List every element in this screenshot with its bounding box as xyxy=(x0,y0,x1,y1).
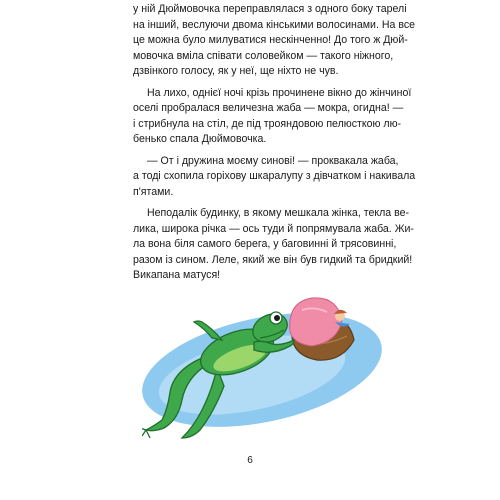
text-line: На лихо, однієї ночі крізь прочинене вікно до жінчиної xyxy=(147,86,412,99)
text-line: а тоді схопила горіхову шкаралупу з дівчатком і накивала xyxy=(133,170,416,182)
text-line: — От і дружина моєму синові! — проквакала жаба, xyxy=(147,154,399,167)
text-line: мовочка вміла співати соловейком — такого ніжного, xyxy=(133,49,394,62)
text-line: Неподалік будинку, в якому мешкала жінка, текла ве- xyxy=(147,207,410,219)
paragraph-2 xyxy=(133,86,412,148)
story-text xyxy=(133,2,416,284)
text-line: Викапана матуся! xyxy=(133,269,221,281)
text-line: разом із сином. Леле, який же він був гидкий та бридкий! xyxy=(133,253,413,266)
paragraph-1 xyxy=(133,2,416,80)
text-line: ла вона біля самого берега, у баговинні й трясовинні, xyxy=(133,238,397,250)
text-line: оселі пробралася величезна жаба — мокра, огидна! — xyxy=(133,102,404,114)
text-line: на інший, веслуючи двома кінськими волосинами. На все xyxy=(133,18,416,31)
text-line: це можна було милуватися нескінченно! До того ж Дюй- xyxy=(133,34,408,46)
text-line: дзвінкого голосу, як у неї, ще ніхто не чув. xyxy=(133,65,339,77)
paragraph-4 xyxy=(133,206,414,284)
text-line: бенько спала Дюймовочка. xyxy=(133,133,267,145)
frog-illustration xyxy=(142,280,382,450)
paragraph-3 xyxy=(133,154,416,201)
text-line: і стрибнула на стіл, де під трояндовою пелюсткою лю- xyxy=(133,117,402,130)
text-line: лика, широка річка — ось туди й попрямувала жаба. Жи- xyxy=(133,222,414,235)
text-line: п'ятами. xyxy=(133,185,174,198)
text-line: у ній Дюймовочка переправлялася з одного боку тарелі xyxy=(133,3,407,15)
page-number: 6 xyxy=(247,455,253,466)
